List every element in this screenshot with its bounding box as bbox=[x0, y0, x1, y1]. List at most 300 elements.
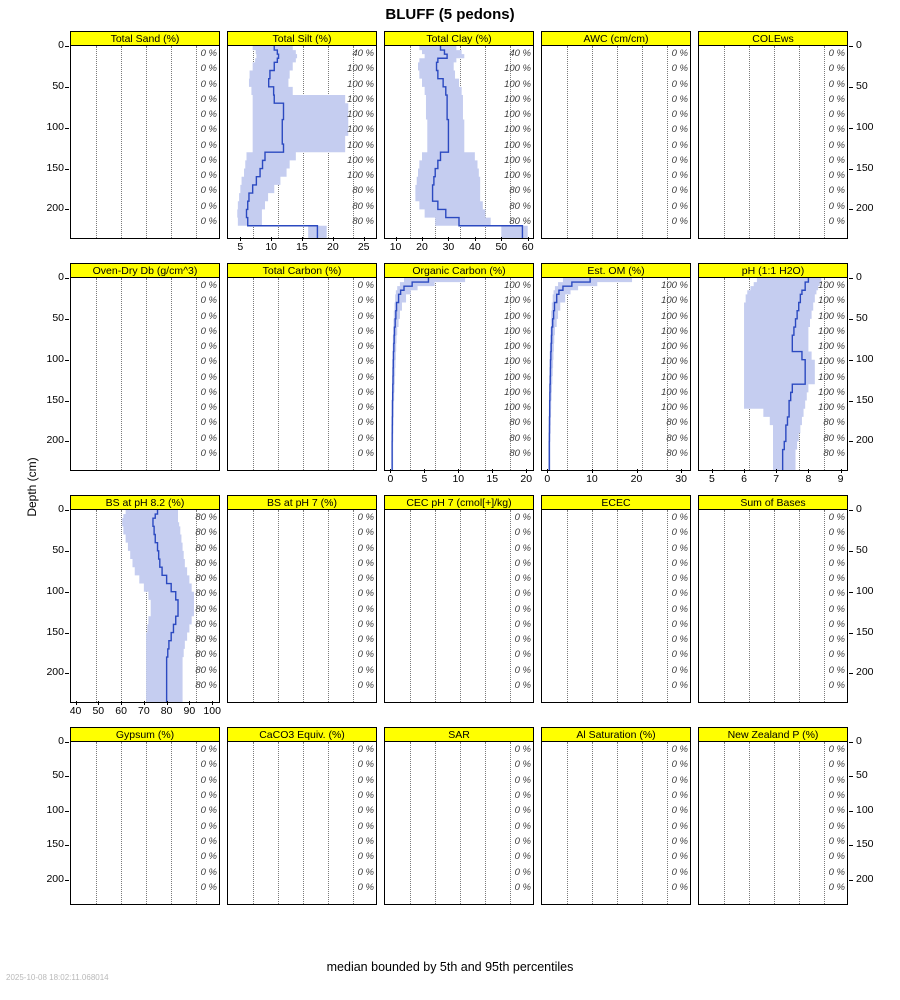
percent-label: 0 % bbox=[514, 744, 531, 755]
x-tick-mark bbox=[390, 469, 391, 473]
percent-label: 0 % bbox=[828, 836, 845, 847]
percent-label: 80 % bbox=[509, 200, 531, 212]
percent-label: 0 % bbox=[357, 557, 374, 569]
gridline bbox=[485, 510, 486, 702]
y-tick-label-left: 50 bbox=[52, 79, 64, 92]
x-tick-label: 5 bbox=[237, 241, 244, 253]
y-tick-label-right: 50 bbox=[856, 79, 868, 92]
x-tick-label: 40 bbox=[469, 241, 481, 253]
percent-label: 0 % bbox=[357, 680, 374, 691]
plot-area bbox=[70, 741, 220, 905]
percent-label: 0 % bbox=[357, 759, 374, 771]
y-tick-mark-right bbox=[849, 551, 853, 552]
percent-label: 0 % bbox=[671, 512, 688, 523]
y-tick-mark-right bbox=[849, 441, 853, 442]
x-tick-label: 15 bbox=[296, 241, 308, 253]
panel-title: CEC pH 7 (cmol[+]/kg) bbox=[384, 495, 534, 510]
y-tick-mark-left bbox=[65, 319, 69, 320]
gridline bbox=[328, 510, 329, 702]
gridline bbox=[196, 46, 197, 238]
gridline bbox=[567, 742, 568, 904]
percent-label: 0 % bbox=[200, 417, 217, 429]
gridline bbox=[328, 742, 329, 904]
x-axis-ticks bbox=[384, 473, 534, 487]
panel-gypsum bbox=[70, 727, 220, 905]
gridline bbox=[617, 46, 618, 238]
y-tick-label-right: 100 bbox=[856, 584, 874, 597]
x-tick-label: 25 bbox=[357, 241, 370, 253]
percent-label: 0 % bbox=[514, 680, 531, 691]
plot-area bbox=[698, 277, 848, 471]
percent-label: 100 % bbox=[661, 341, 688, 353]
x-tick-label: 50 bbox=[495, 241, 508, 253]
panel-title: AWC (cm/cm) bbox=[541, 31, 691, 46]
percent-label: 80 % bbox=[509, 216, 531, 227]
percent-label: 0 % bbox=[514, 759, 531, 771]
percent-label: 0 % bbox=[671, 527, 688, 539]
gridline bbox=[303, 278, 304, 470]
x-tick-label: 100 bbox=[203, 705, 221, 717]
x-tick-label: 9 bbox=[837, 473, 844, 485]
y-tick-mark-left bbox=[65, 551, 69, 552]
gridline bbox=[171, 46, 172, 238]
gridline bbox=[799, 742, 800, 904]
panel-title: New Zealand P (%) bbox=[698, 727, 848, 742]
x-tick-mark bbox=[458, 469, 459, 473]
x-tick-label: 30 bbox=[675, 473, 687, 485]
percent-label: 100 % bbox=[504, 356, 531, 368]
y-tick-label-right: 0 bbox=[856, 735, 862, 747]
gridline bbox=[617, 510, 618, 702]
panel-ecec bbox=[541, 495, 691, 703]
x-tick-label: 10 bbox=[586, 473, 598, 485]
gridline bbox=[774, 742, 775, 904]
percent-label: 0 % bbox=[357, 603, 374, 615]
x-tick-mark bbox=[547, 469, 548, 473]
gridline bbox=[510, 742, 511, 904]
percent-label: 0 % bbox=[828, 759, 845, 771]
percent-label: 0 % bbox=[514, 851, 531, 863]
percent-label: 0 % bbox=[357, 851, 374, 863]
percent-label: 0 % bbox=[200, 48, 217, 59]
percent-label: 100 % bbox=[347, 124, 374, 136]
y-tick-mark-left bbox=[65, 401, 69, 402]
y-tick-label-right: 150 bbox=[856, 161, 874, 174]
y-tick-mark-right bbox=[849, 845, 853, 846]
gridline bbox=[278, 742, 279, 904]
gridline bbox=[410, 510, 411, 702]
percent-label: 80 % bbox=[509, 432, 531, 444]
x-tick-mark bbox=[681, 469, 682, 473]
percent-label: 100 % bbox=[818, 386, 845, 398]
x-tick-label: 40 bbox=[69, 705, 82, 717]
percent-label: 0 % bbox=[828, 603, 845, 615]
panel-bs-at-ph-7 bbox=[227, 495, 377, 703]
percent-label: 0 % bbox=[828, 851, 845, 863]
y-tick-mark-left bbox=[65, 128, 69, 129]
percentile-band bbox=[237, 46, 348, 238]
y-tick-mark-left bbox=[65, 360, 69, 361]
y-tick-label-left: 150 bbox=[46, 625, 64, 638]
percent-label: 100 % bbox=[504, 170, 531, 182]
y-tick-mark-left bbox=[65, 742, 69, 743]
gridline bbox=[642, 742, 643, 904]
percent-label: 0 % bbox=[514, 527, 531, 539]
percent-label: 0 % bbox=[200, 790, 217, 801]
panel-total-silt bbox=[227, 31, 377, 239]
gridline bbox=[774, 46, 775, 238]
percent-label: 0 % bbox=[828, 634, 845, 646]
percent-label: 80 % bbox=[195, 542, 217, 554]
y-tick-label-left: 150 bbox=[46, 161, 64, 174]
x-tick-mark bbox=[475, 237, 476, 241]
percent-label: 0 % bbox=[200, 93, 217, 105]
panel-title: BS at pH 7 (%) bbox=[227, 495, 377, 510]
percent-label: 100 % bbox=[818, 280, 845, 291]
percent-label: 0 % bbox=[671, 185, 688, 197]
panel-caco3-equiv bbox=[227, 727, 377, 905]
panel-title: Est. OM (%) bbox=[541, 263, 691, 278]
percent-label: 0 % bbox=[828, 170, 845, 182]
plot-area bbox=[541, 509, 691, 703]
percent-label: 80 % bbox=[195, 664, 217, 676]
panel-sar bbox=[384, 727, 534, 905]
percent-label: 0 % bbox=[671, 93, 688, 105]
percent-label: 0 % bbox=[514, 634, 531, 646]
x-axis-ticks bbox=[698, 473, 848, 487]
gridline bbox=[121, 46, 122, 238]
panel-title: Sum of Bases bbox=[698, 495, 848, 510]
percent-label: 0 % bbox=[357, 341, 374, 353]
percent-label: 0 % bbox=[514, 820, 531, 832]
percent-label: 80 % bbox=[195, 573, 217, 585]
gridline bbox=[749, 742, 750, 904]
x-axis-ticks bbox=[227, 241, 377, 255]
percent-label: 0 % bbox=[200, 295, 217, 307]
percent-label: 0 % bbox=[671, 63, 688, 75]
percent-label: 100 % bbox=[504, 341, 531, 353]
percent-label: 0 % bbox=[357, 573, 374, 585]
percent-label: 0 % bbox=[514, 882, 531, 893]
gridline bbox=[460, 742, 461, 904]
percent-label: 0 % bbox=[671, 680, 688, 691]
plot-area bbox=[384, 45, 534, 239]
percent-label: 100 % bbox=[818, 371, 845, 383]
y-tick-mark-left bbox=[65, 169, 69, 170]
y-tick-mark-left bbox=[65, 46, 69, 47]
plot-area bbox=[384, 277, 534, 471]
percent-label: 0 % bbox=[514, 542, 531, 554]
plot-area bbox=[698, 741, 848, 905]
percent-label: 40 % bbox=[509, 48, 531, 59]
x-tick-label: 60 bbox=[521, 241, 534, 253]
percent-label: 0 % bbox=[828, 542, 845, 554]
percent-label: 100 % bbox=[504, 78, 531, 90]
percent-label: 0 % bbox=[671, 759, 688, 771]
gridline bbox=[146, 742, 147, 904]
percent-label: 80 % bbox=[195, 618, 217, 630]
panel-title: Total Clay (%) bbox=[384, 31, 534, 46]
y-tick-label-right: 200 bbox=[856, 202, 874, 215]
percent-label: 0 % bbox=[514, 836, 531, 847]
gridline bbox=[749, 46, 750, 238]
chart-footnote: median bounded by 5th and 95th percentiles bbox=[326, 960, 574, 974]
x-tick-label: 5 bbox=[421, 473, 428, 485]
percent-label: 80 % bbox=[666, 448, 688, 459]
gridline bbox=[96, 742, 97, 904]
percent-label: 0 % bbox=[828, 185, 845, 197]
y-tick-label-left: 50 bbox=[52, 543, 64, 556]
percent-label: 0 % bbox=[671, 557, 688, 569]
percent-label: 0 % bbox=[671, 882, 688, 893]
gridline bbox=[485, 742, 486, 904]
panel-est-om bbox=[541, 263, 691, 471]
percent-label: 0 % bbox=[357, 866, 374, 878]
panel-oven-dry-db-g-cm-3 bbox=[70, 263, 220, 471]
percent-label: 0 % bbox=[828, 744, 845, 755]
x-tick-mark bbox=[424, 469, 425, 473]
percent-label: 0 % bbox=[828, 790, 845, 801]
percent-label: 0 % bbox=[828, 774, 845, 786]
percent-label: 0 % bbox=[200, 280, 217, 291]
percent-label: 100 % bbox=[661, 310, 688, 322]
percent-label: 100 % bbox=[504, 93, 531, 105]
percent-label: 80 % bbox=[823, 417, 845, 429]
x-axis-ticks bbox=[70, 705, 220, 719]
percent-label: 0 % bbox=[828, 109, 845, 121]
plot-area bbox=[70, 509, 220, 703]
gridline bbox=[96, 278, 97, 470]
gridline bbox=[146, 46, 147, 238]
y-tick-label-left: 200 bbox=[46, 872, 64, 885]
x-tick-mark bbox=[637, 469, 638, 473]
percent-label: 100 % bbox=[661, 280, 688, 291]
gridline bbox=[303, 742, 304, 904]
y-tick-label-left: 100 bbox=[46, 120, 64, 133]
percent-label: 80 % bbox=[195, 603, 217, 615]
percent-label: 80 % bbox=[823, 432, 845, 444]
y-tick-label-left: 100 bbox=[46, 352, 64, 365]
page-title: BLUFF (5 pedons) bbox=[385, 6, 515, 23]
percent-label: 100 % bbox=[818, 356, 845, 368]
panel-title: pH (1:1 H2O) bbox=[698, 263, 848, 278]
percent-label: 0 % bbox=[671, 170, 688, 182]
panel-colews bbox=[698, 31, 848, 239]
gridline bbox=[253, 742, 254, 904]
x-tick-mark bbox=[422, 237, 423, 241]
percent-label: 0 % bbox=[514, 649, 531, 661]
percent-label: 0 % bbox=[357, 356, 374, 368]
percent-label: 80 % bbox=[666, 417, 688, 429]
gridline bbox=[146, 278, 147, 470]
x-tick-label: 70 bbox=[138, 705, 150, 717]
gridline bbox=[278, 278, 279, 470]
gridline bbox=[96, 46, 97, 238]
y-tick-mark-right bbox=[849, 592, 853, 593]
percent-label: 0 % bbox=[200, 63, 217, 75]
percent-label: 0 % bbox=[357, 527, 374, 539]
percent-label: 0 % bbox=[828, 820, 845, 832]
x-tick-mark bbox=[98, 701, 99, 705]
y-tick-label-right: 100 bbox=[856, 120, 874, 133]
percent-label: 0 % bbox=[671, 109, 688, 121]
percent-label: 0 % bbox=[828, 124, 845, 136]
y-tick-label-left: 100 bbox=[46, 584, 64, 597]
percent-label: 100 % bbox=[818, 402, 845, 414]
panel-bs-at-ph-8-2 bbox=[70, 495, 220, 703]
y-tick-label-left: 50 bbox=[52, 311, 64, 324]
percent-label: 0 % bbox=[357, 417, 374, 429]
percentile-band bbox=[122, 510, 194, 702]
x-tick-label: 10 bbox=[452, 473, 465, 485]
percent-label: 0 % bbox=[357, 542, 374, 554]
percent-label: 0 % bbox=[200, 109, 217, 121]
x-tick-mark bbox=[302, 237, 303, 241]
y-tick-mark-left bbox=[65, 209, 69, 210]
percent-label: 0 % bbox=[357, 588, 374, 600]
x-tick-mark bbox=[144, 701, 145, 705]
percent-label: 80 % bbox=[195, 634, 217, 646]
gridline bbox=[824, 510, 825, 702]
plot-area bbox=[384, 741, 534, 905]
y-tick-label-left: 200 bbox=[46, 434, 64, 447]
x-tick-mark bbox=[592, 469, 593, 473]
percent-label: 0 % bbox=[828, 618, 845, 630]
y-tick-mark-right bbox=[849, 319, 853, 320]
gridline bbox=[328, 278, 329, 470]
percent-label: 0 % bbox=[828, 573, 845, 585]
percent-label: 0 % bbox=[200, 759, 217, 771]
plot-area bbox=[698, 509, 848, 703]
gridline bbox=[410, 742, 411, 904]
y-tick-label-left: 0 bbox=[58, 39, 64, 51]
percent-label: 0 % bbox=[514, 573, 531, 585]
percent-label: 0 % bbox=[671, 588, 688, 600]
x-tick-label: 50 bbox=[92, 705, 105, 717]
percent-label: 0 % bbox=[671, 836, 688, 847]
y-tick-mark-left bbox=[65, 592, 69, 593]
percent-label: 100 % bbox=[347, 93, 374, 105]
percent-label: 100 % bbox=[661, 295, 688, 307]
percent-label: 100 % bbox=[504, 371, 531, 383]
percent-label: 0 % bbox=[200, 836, 217, 847]
percent-label: 80 % bbox=[195, 512, 217, 523]
y-tick-mark-right bbox=[849, 742, 853, 743]
y-tick-mark-right bbox=[849, 46, 853, 47]
y-tick-label-left: 100 bbox=[46, 803, 64, 816]
x-tick-mark bbox=[841, 469, 842, 473]
percent-label: 100 % bbox=[818, 295, 845, 307]
x-tick-mark bbox=[526, 469, 527, 473]
percent-label: 100 % bbox=[818, 310, 845, 322]
percent-label: 0 % bbox=[200, 170, 217, 182]
percent-label: 80 % bbox=[509, 185, 531, 197]
percent-label: 0 % bbox=[671, 664, 688, 676]
percent-label: 0 % bbox=[200, 744, 217, 755]
percent-label: 0 % bbox=[671, 851, 688, 863]
percent-label: 100 % bbox=[347, 154, 374, 166]
percent-label: 0 % bbox=[357, 448, 374, 459]
x-tick-mark bbox=[396, 237, 397, 241]
percent-label: 80 % bbox=[352, 216, 374, 227]
y-tick-label-right: 150 bbox=[856, 625, 874, 638]
gridline bbox=[749, 510, 750, 702]
percent-label: 0 % bbox=[200, 154, 217, 166]
percent-label: 0 % bbox=[357, 634, 374, 646]
panel-title: Al Saturation (%) bbox=[541, 727, 691, 742]
percent-label: 100 % bbox=[504, 280, 531, 291]
gridline bbox=[642, 510, 643, 702]
gridline bbox=[353, 742, 354, 904]
plot-area bbox=[227, 509, 377, 703]
gridline bbox=[667, 742, 668, 904]
percent-label: 100 % bbox=[504, 154, 531, 166]
plot-area bbox=[227, 277, 377, 471]
panel-total-clay bbox=[384, 31, 534, 239]
y-tick-mark-right bbox=[849, 401, 853, 402]
percent-label: 100 % bbox=[347, 109, 374, 121]
percent-label: 0 % bbox=[514, 588, 531, 600]
percent-label: 100 % bbox=[504, 295, 531, 307]
x-tick-label: 10 bbox=[265, 241, 277, 253]
percent-label: 0 % bbox=[671, 866, 688, 878]
percent-label: 0 % bbox=[200, 341, 217, 353]
x-tick-label: 20 bbox=[630, 473, 643, 485]
panel-cec-ph-7-cmol-kg bbox=[384, 495, 534, 703]
gridline bbox=[460, 510, 461, 702]
gridline bbox=[353, 510, 354, 702]
gridline bbox=[799, 510, 800, 702]
percent-label: 0 % bbox=[828, 63, 845, 75]
percent-label: 0 % bbox=[828, 882, 845, 893]
y-tick-label-right: 50 bbox=[856, 769, 868, 782]
percent-label: 100 % bbox=[504, 139, 531, 151]
gridline bbox=[171, 278, 172, 470]
y-axis-label: Depth (cm) bbox=[25, 457, 39, 517]
y-tick-mark-left bbox=[65, 87, 69, 88]
percent-label: 0 % bbox=[828, 588, 845, 600]
percent-label: 0 % bbox=[671, 216, 688, 227]
panel-total-sand bbox=[70, 31, 220, 239]
x-tick-mark bbox=[212, 701, 213, 705]
x-tick-mark bbox=[744, 469, 745, 473]
percent-label: 0 % bbox=[671, 78, 688, 90]
y-tick-mark-right bbox=[849, 169, 853, 170]
percent-label: 0 % bbox=[200, 139, 217, 151]
percent-label: 80 % bbox=[195, 527, 217, 539]
x-tick-label: 90 bbox=[183, 705, 196, 717]
x-tick-mark bbox=[364, 237, 365, 241]
percent-label: 0 % bbox=[671, 154, 688, 166]
percent-label: 0 % bbox=[357, 310, 374, 322]
gridline bbox=[253, 510, 254, 702]
percent-label: 0 % bbox=[828, 664, 845, 676]
percent-label: 0 % bbox=[514, 603, 531, 615]
x-tick-label: 20 bbox=[520, 473, 533, 485]
panel-title: Total Sand (%) bbox=[70, 31, 220, 46]
percent-label: 0 % bbox=[671, 649, 688, 661]
y-tick-mark-left bbox=[65, 880, 69, 881]
panel-new-zealand-p bbox=[698, 727, 848, 905]
percent-label: 0 % bbox=[671, 542, 688, 554]
gridline bbox=[435, 510, 436, 702]
y-tick-label-left: 200 bbox=[46, 666, 64, 679]
plot-area bbox=[227, 741, 377, 905]
gridline bbox=[617, 742, 618, 904]
gridline bbox=[171, 742, 172, 904]
panel-title: ECEC bbox=[541, 495, 691, 510]
y-tick-label-right: 100 bbox=[856, 803, 874, 816]
